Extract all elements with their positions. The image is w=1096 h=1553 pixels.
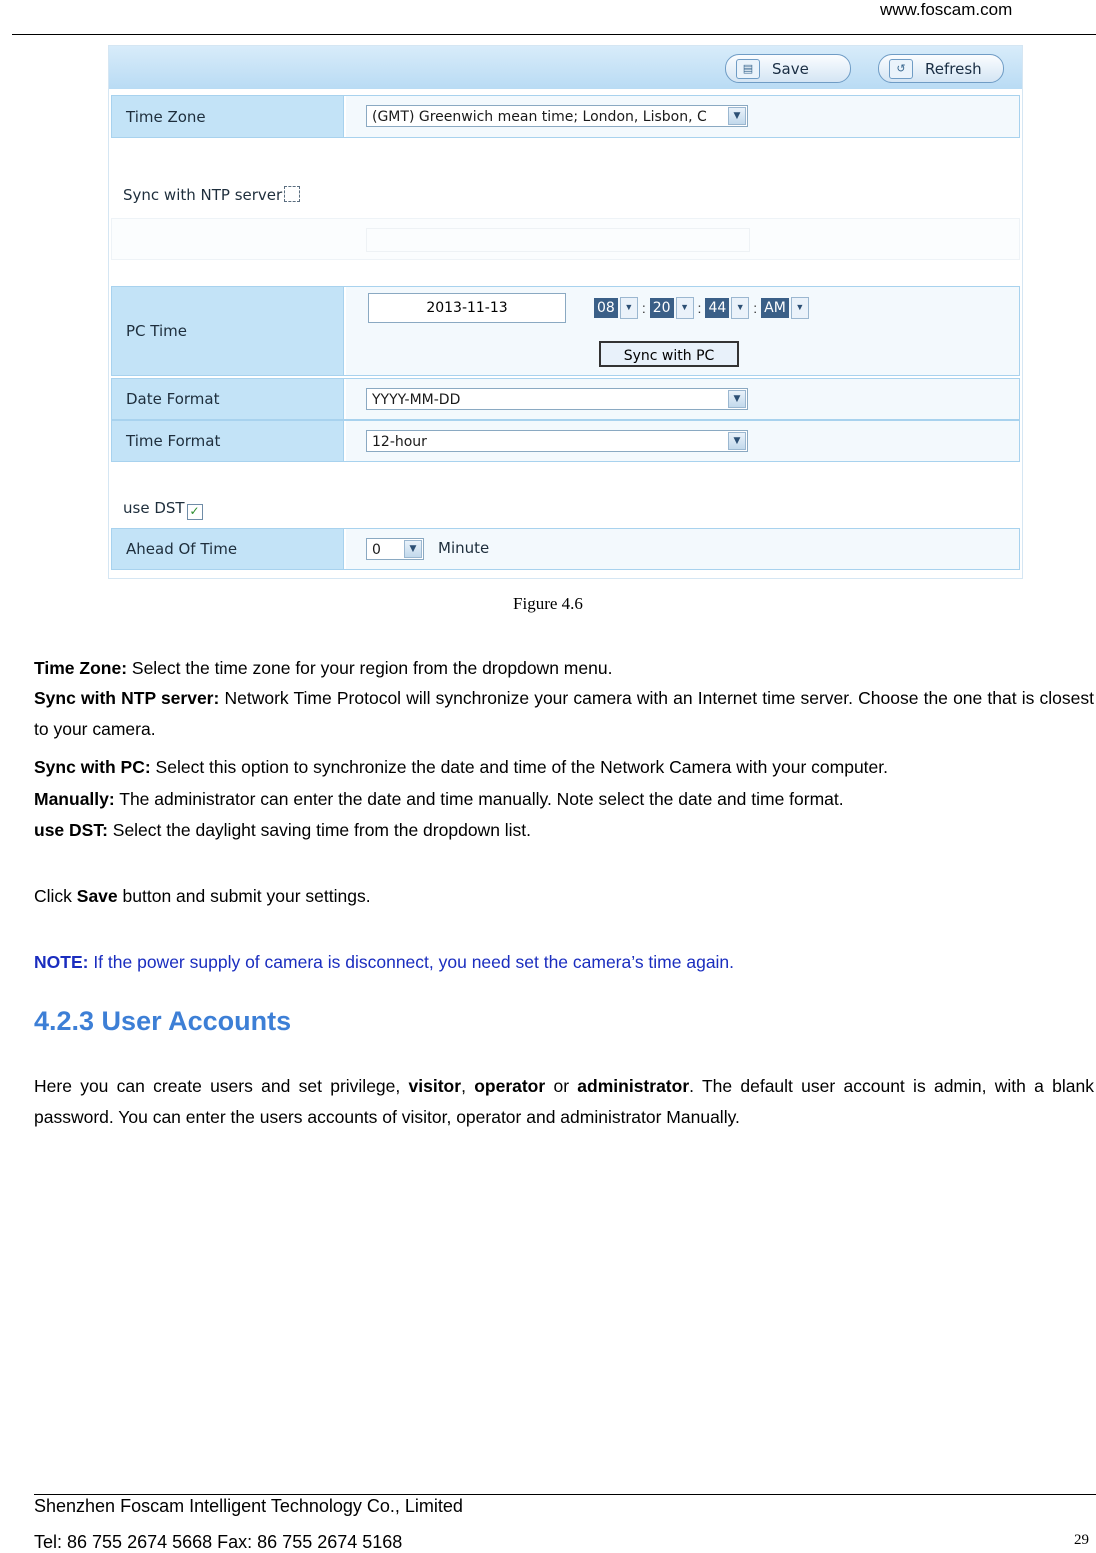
pc-time-value-cell (346, 287, 1019, 375)
time-format-select[interactable] (366, 430, 748, 452)
date-format-value-cell (346, 379, 1019, 419)
text: Here you can create users and set privilege, (34, 1076, 409, 1096)
desc: If the power supply of camera is disconnect, you need set the camera’s time again. (88, 952, 735, 972)
para-ntp (34, 683, 1094, 745)
term: use DST: (34, 820, 108, 840)
chevron-down-icon: ▼ (404, 540, 422, 558)
ahead-of-time-label: Ahead Of Time (112, 529, 344, 569)
term: visitor (408, 1076, 462, 1096)
dst-label: use DST (123, 499, 185, 517)
section-heading: 4.2.3 User Accounts (34, 1006, 292, 1036)
dst-row (123, 499, 203, 520)
term: NOTE: (34, 952, 89, 972)
desc: Select this option to synchronize the date and time of the Network Camera with your computer. (150, 757, 889, 777)
ntp-label: Sync with NTP server (123, 186, 283, 204)
time-format-value-cell (346, 421, 1019, 461)
footer-company: Shenzhen Foscam Intelligent Technology Co., Limited (34, 1496, 463, 1516)
date-format-select[interactable] (366, 388, 748, 410)
term: operator (474, 1076, 546, 1096)
page-number: 29 (1074, 1532, 1089, 1548)
figure-caption: Figure 4.6 (513, 594, 583, 613)
term: Time Zone: (34, 658, 128, 678)
ntp-server-select-disabled (366, 228, 750, 252)
term: Manually: (34, 789, 115, 809)
header-rule (12, 34, 1096, 35)
time-zone-value-cell (346, 96, 1019, 137)
term: Sync with PC: (34, 757, 151, 777)
minute-unit: Minute (438, 539, 490, 557)
date-format-label: Date Format (112, 379, 344, 419)
pc-time-label: PC Time (112, 287, 344, 375)
para-time-zone (34, 656, 1094, 681)
text: Click (34, 886, 77, 906)
time-zone-row (111, 95, 1020, 138)
colon: : (753, 300, 758, 316)
term: administrator (577, 1076, 690, 1096)
colon: : (697, 300, 702, 316)
colon: : (641, 300, 646, 316)
dst-checkbox[interactable]: ✓ (187, 504, 203, 520)
second-dropdown-icon[interactable]: ▼ (731, 297, 749, 319)
hour-value: 08 (594, 298, 618, 318)
chevron-down-icon: ▼ (728, 432, 746, 450)
header-url: www.foscam.com (880, 0, 1013, 19)
term: Sync with NTP server: (34, 688, 220, 708)
para-note (34, 950, 1094, 975)
text: . The default user account is admin, with a blank password. You can enter the users accounts of visitor, operator and administrator Manually. (34, 1076, 1094, 1127)
date-format-value: YYYY-MM-DD (372, 392, 461, 408)
desc: Select the daylight saving time from the dropdown list. (107, 820, 532, 840)
save-icon: ▤ (736, 59, 760, 79)
sync-with-pc-button[interactable]: Sync with PC (599, 341, 739, 367)
time-zone-select[interactable] (366, 105, 748, 127)
date-format-row (111, 378, 1020, 420)
text: button and submit your settings. (117, 886, 371, 906)
ntp-row (123, 186, 300, 204)
footer-rule (34, 1494, 1096, 1495)
date-input[interactable]: 2013-11-13 (368, 293, 566, 323)
time-format-row (111, 420, 1020, 462)
ampm-value: AM (761, 298, 789, 318)
para-manually (34, 787, 1094, 812)
save-label: Save (772, 59, 809, 78)
para-user-accounts (34, 1071, 1094, 1133)
settings-figure (108, 45, 1023, 579)
term: Save (76, 886, 118, 906)
ahead-of-time-row (111, 528, 1020, 570)
desc: Select the time zone for your region from the dropdown menu. (127, 658, 613, 678)
second-value: 44 (705, 298, 729, 318)
ahead-of-time-value: 0 (372, 542, 381, 558)
refresh-button[interactable] (878, 54, 1004, 83)
para-click-save (34, 884, 1094, 909)
para-dst (34, 818, 1094, 843)
chevron-down-icon: ▼ (728, 107, 746, 125)
ntp-server-row-disabled (111, 218, 1020, 260)
time-zone-value: (GMT) Greenwich mean time; London, Lisbon, C (372, 109, 707, 125)
chevron-down-icon: ▼ (728, 390, 746, 408)
para-sync-pc (34, 755, 1094, 780)
refresh-icon: ↺ (889, 59, 913, 79)
text: or (545, 1076, 578, 1096)
pc-time-row (111, 286, 1020, 376)
text: , (461, 1076, 475, 1096)
ahead-of-time-value-cell (346, 529, 1019, 569)
time-pickers (594, 297, 809, 319)
ampm-dropdown-icon[interactable]: ▼ (791, 297, 809, 319)
desc: The administrator can enter the date and time manually. Note select the date and time format. (114, 789, 844, 809)
hour-dropdown-icon[interactable]: ▼ (620, 297, 638, 319)
minute-value: 20 (650, 298, 674, 318)
desc: Network Time Protocol will synchronize your camera with an Internet time server. Choose the one that is closest to your camera. (34, 688, 1094, 739)
ntp-checkbox[interactable] (284, 186, 300, 202)
toolbar (109, 46, 1022, 89)
footer-contact: Tel: 86 755 2674 5668 Fax: 86 755 2674 5168 (34, 1532, 403, 1552)
time-zone-label: Time Zone (112, 96, 344, 137)
save-button[interactable] (725, 54, 851, 83)
ahead-of-time-select[interactable] (366, 538, 424, 560)
refresh-label: Refresh (925, 59, 982, 78)
time-format-value: 12-hour (372, 434, 427, 450)
time-format-label: Time Format (112, 421, 344, 461)
minute-dropdown-icon[interactable]: ▼ (676, 297, 694, 319)
